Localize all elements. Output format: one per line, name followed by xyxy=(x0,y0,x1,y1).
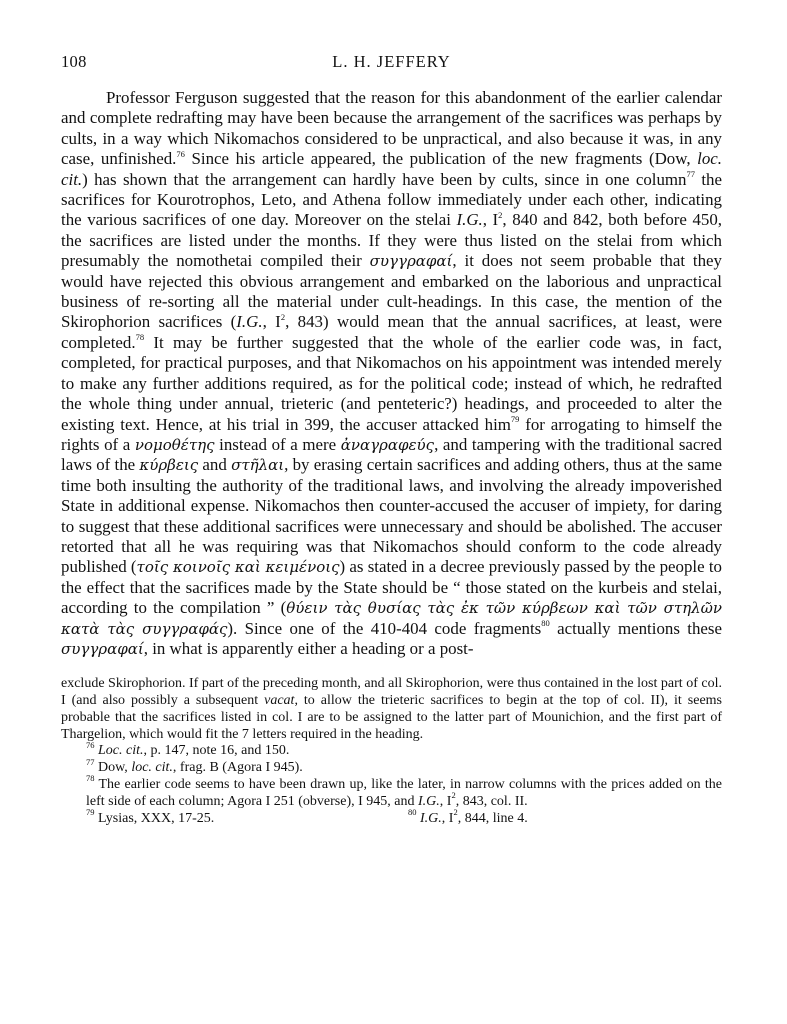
superscript: 2 xyxy=(451,790,456,801)
body-text: ) as stated in a decree previously passed by the people to the effect that the sacrifices made by the State should be “ those stated on the kurbeis and stelai, according to the compilation ” ( xyxy=(61,557,722,618)
body-text: , I xyxy=(482,210,499,230)
greek-term: συγγραφαί xyxy=(369,252,453,271)
footnotes xyxy=(61,676,722,827)
greek-term: ἀναγραφεύς xyxy=(340,435,435,454)
body-text: It may be further suggested that the whole of the earlier code was, in fact, completed, for practical purposes, and that Nikomachos on his appointment was intended merely to make any further additions required, as for the political code; instead of which, he redrafted the whole thing under annual, trieteric (and penteteric?) headings, and proceeded to alter the existing text. Hence, at his trial in 399, the accuser attacked him xyxy=(61,332,722,434)
greek-term: τοῖς κοινοῖς καὶ κειμένοις xyxy=(136,558,340,577)
superscript: 2 xyxy=(280,311,286,322)
footnote-ref-79[interactable]: 79 xyxy=(510,413,520,424)
footnote-text: Dow, xyxy=(94,760,132,776)
body-text: , and tampering with the traditional sacred laws of the xyxy=(61,434,722,475)
body-italic: I.G. xyxy=(236,312,263,332)
page-header xyxy=(61,52,722,80)
greek-term: στῆλαι xyxy=(231,456,285,475)
body-text: and xyxy=(198,455,232,475)
footnote-ref-76[interactable]: 76 xyxy=(176,148,185,159)
body-text: ) has shown that the arrangement can hardly have been by cults, since in one column xyxy=(82,169,687,189)
body-text: Since his article appeared, the publication of the new fragments (Dow, xyxy=(184,149,698,169)
body-text: the sacrifices for Kourotrophos, Leto, and Athena follow immediately under each other, indicating the various sacrifices of one day. Moreover on the stelai xyxy=(61,169,722,230)
body-text: , by erasing certain sacrifices and adding others, thus at the same time both insulting the authority of the traditional laws, and involving the already impoverished State in additional expense. Nikomachos then counter-accused the accuser of impiety, for daring to suggest that these additional sacrifices were unnecessary and should be abolished. The accuser retorted that all he was requiring was that Nikomachos should conform to the code already published ( xyxy=(61,455,722,577)
footnote-text: , to allow the trieteric sacrifices to begin at the top of col. II), it seems probable that the sacrifices listed in col. I are to be assigned to the latter part of Mounichion, and the first part of Thargelion, which would fit the 7 letters required in the heading. xyxy=(61,693,723,742)
greek-term: κύρβεις xyxy=(139,456,199,475)
footnote-number: 79 xyxy=(86,806,95,817)
body-text: , it does not seem probable that they would have rejected this obvious arrangement and embarked on the laborious and unpractical business of re-sorting all the material under cult-headings. In this case, the mention of the Skirophorion sacrifices ( xyxy=(61,251,722,332)
body-text: , 840 and 842, both before 450, the sacrifices are listed under the months. If they were thus listed on the stelai from which presumably the nomothetai compiled their xyxy=(61,210,723,271)
footnote-text: , 844, line 4. xyxy=(457,810,528,826)
footnote-number: 76 xyxy=(86,739,95,750)
footnote-text: The earlier code seems to have been drawn up, like the later, in narrow columns with the prices added on the left side of each column; Agora I 251 (obverse), I 945, and xyxy=(86,777,722,809)
footnote-text: Lysias, XXX, 17-25. xyxy=(94,810,215,826)
footnote-78 xyxy=(61,773,722,811)
body-text: for arrogating to himself the rights of a xyxy=(61,414,722,454)
footnote-italic: I.G. xyxy=(416,810,442,826)
footnote-ref-78[interactable]: 78 xyxy=(135,332,145,343)
footnote-italic: loc. cit. xyxy=(131,760,173,776)
body-text: ). Since one of the 410-404 code fragments xyxy=(227,618,542,638)
footnote-76 xyxy=(61,739,722,760)
footnote-text: , I xyxy=(441,810,454,826)
footnote-text: , frag. B (Agora I 945). xyxy=(172,760,303,776)
footnote-number: 78 xyxy=(86,773,95,784)
footnote-80 xyxy=(408,806,528,828)
footnote-italic: I.G. xyxy=(418,793,440,809)
footnote-italic: Loc. cit. xyxy=(98,743,144,759)
footnote-text: , p. 147, note 16, and 150. xyxy=(143,743,290,759)
body-text: , in what is apparently either a heading or a post- xyxy=(143,638,474,658)
footnote-number: 77 xyxy=(86,756,95,767)
footnote-italic: vacat xyxy=(264,693,295,709)
footnote-continuation xyxy=(61,676,722,743)
footnote-79-80-line xyxy=(61,806,722,828)
footnote-ref-77[interactable]: 77 xyxy=(686,169,695,179)
footnote-number: 80 xyxy=(408,806,417,817)
greek-quote: θύειν τὰς θυσίας τὰς ἐκ τῶν κύρβεων καὶ τῶν στηλῶν κατὰ τὰς συγγραφάς xyxy=(61,599,722,638)
greek-term: συγγραφαί xyxy=(61,639,144,658)
body-italic: I.G. xyxy=(456,210,483,230)
body-text: , I xyxy=(262,312,281,332)
greek-term: νομοθέτης xyxy=(134,435,215,454)
superscript: 2 xyxy=(498,209,503,220)
superscript: 2 xyxy=(453,806,458,817)
body-text: instead of a mere xyxy=(214,434,341,454)
footnote-text: exclude Skirophorion. If part of the preceding month, and all Skirophorion, were thus contained in the lost part of col. I (and also possibly a subsequent xyxy=(61,676,722,709)
body-text: actually mentions these xyxy=(549,618,723,638)
footnote-79 xyxy=(86,806,215,826)
body-italic: loc. cit. xyxy=(61,149,722,189)
footnote-77 xyxy=(61,756,722,777)
running-head: L. H. JEFFERY xyxy=(332,52,451,71)
page-number: 108 xyxy=(61,52,87,71)
body-paragraph xyxy=(61,88,722,659)
page xyxy=(61,52,722,827)
footnote-text: , 843, col. II. xyxy=(455,793,528,809)
footnote-text: , I xyxy=(439,793,452,809)
footnote-ref-80[interactable]: 80 xyxy=(541,617,550,628)
body-text: , 843) would mean that the annual sacrifices, at least, were completed. xyxy=(61,312,722,352)
body-text: Professor Ferguson suggested that the reason for this abandonment of the earlier calendar and complete redrafting may have been because the arrangement of the sacrifices was perhaps by cults, in a way which Nikomachos considered to be unpractical, and also because it was, in any case, unfinished. xyxy=(61,88,722,169)
